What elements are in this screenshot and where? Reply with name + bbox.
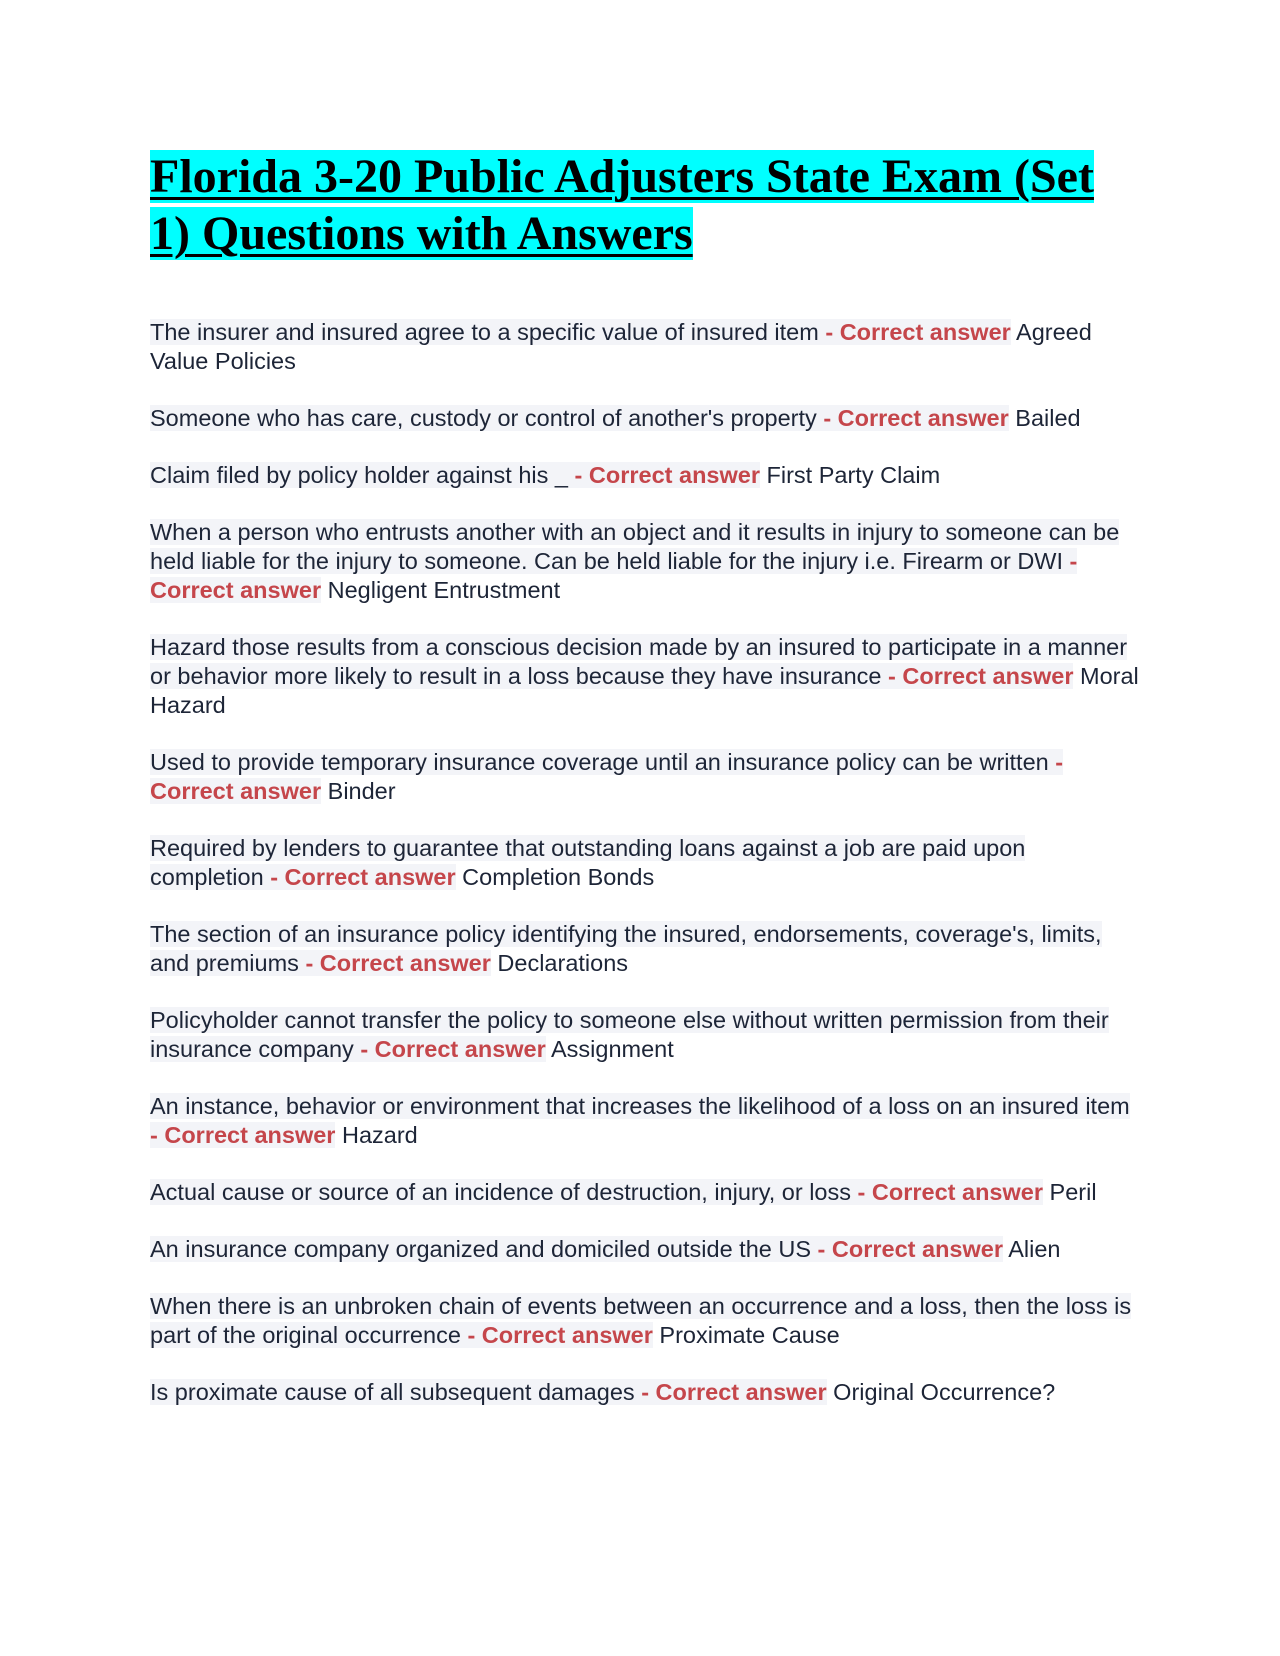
qa-answer: Alien bbox=[1008, 1236, 1061, 1262]
qa-question-highlight bbox=[150, 462, 760, 488]
correct-answer-label: - Correct answer bbox=[150, 1122, 336, 1148]
correct-answer-label: - Correct answer bbox=[823, 405, 1009, 431]
qa-question: The insurer and insured agree to a specific value of insured item bbox=[150, 319, 819, 345]
qa-answer: Hazard bbox=[341, 1122, 418, 1148]
qa-answer: Original Occurrence? bbox=[833, 1379, 1056, 1405]
qa-question-highlight bbox=[150, 1293, 1131, 1348]
correct-answer-label: - Correct answer bbox=[467, 1322, 653, 1348]
qa-item bbox=[150, 1292, 1140, 1350]
qa-question: When there is an unbroken chain of events between an occurrence and a loss, then the loss is part of the original occurrence bbox=[150, 1293, 1132, 1348]
qa-item bbox=[150, 920, 1140, 978]
qa-question-highlight bbox=[150, 405, 1009, 431]
qa-item bbox=[150, 633, 1140, 720]
correct-answer-label: - Correct answer bbox=[857, 1179, 1043, 1205]
qa-answer: Bailed bbox=[1015, 405, 1081, 431]
qa-question: When a person who entrusts another with an object and it results in injury to someone can be held liable for the injury to someone. Can be held liable for the injury i.e. Firearm or DWI bbox=[150, 519, 1120, 574]
qa-answer: Moral Hazard bbox=[150, 663, 1139, 718]
qa-item bbox=[150, 1378, 1140, 1407]
qa-answer: Negligent Entrustment bbox=[327, 577, 561, 603]
qa-answer: First Party Claim bbox=[766, 462, 941, 488]
correct-answer-label: - Correct answer bbox=[150, 548, 1078, 603]
correct-answer-label: - Correct answer bbox=[817, 1236, 1003, 1262]
qa-answer: Proximate Cause bbox=[659, 1322, 840, 1348]
qa-item bbox=[150, 1092, 1140, 1150]
qa-question-highlight bbox=[150, 1236, 1003, 1262]
correct-answer-label: - Correct answer bbox=[360, 1036, 546, 1062]
qa-item bbox=[150, 318, 1140, 376]
correct-answer-label: - Correct answer bbox=[574, 462, 760, 488]
qa-answer: Binder bbox=[327, 778, 396, 804]
qa-question-highlight bbox=[150, 319, 1011, 345]
qa-question: Used to provide temporary insurance coverage until an insurance policy can be written bbox=[150, 749, 1049, 775]
correct-answer-label: - Correct answer bbox=[641, 1379, 827, 1405]
qa-answer: Peril bbox=[1049, 1179, 1097, 1205]
qa-answer: Declarations bbox=[497, 950, 629, 976]
document-page bbox=[150, 148, 1140, 1435]
qa-item bbox=[150, 1235, 1140, 1264]
qa-question: An instance, behavior or environment that increases the likelihood of a loss on an insured item bbox=[150, 1093, 1130, 1119]
qa-question: Actual cause or source of an incidence of destruction, injury, or loss bbox=[150, 1179, 852, 1205]
qa-question-highlight bbox=[150, 519, 1119, 603]
correct-answer-label: - Correct answer bbox=[305, 950, 491, 976]
qa-item bbox=[150, 461, 1140, 490]
qa-question: The section of an insurance policy identifying the insured, endorsements, coverage's, limits, and premiums bbox=[150, 921, 1102, 976]
qa-list bbox=[150, 318, 1140, 1407]
qa-question: Policyholder cannot transfer the policy to someone else without written permission from their insurance company bbox=[150, 1007, 1109, 1062]
qa-question-highlight bbox=[150, 1379, 827, 1405]
correct-answer-label: - Correct answer bbox=[270, 864, 456, 890]
qa-question-highlight bbox=[150, 1179, 1043, 1205]
qa-question: Is proximate cause of all subsequent damages bbox=[150, 1379, 635, 1405]
qa-item bbox=[150, 518, 1140, 605]
correct-answer-label: - Correct answer bbox=[888, 663, 1074, 689]
qa-question: An insurance company organized and domiciled outside the US bbox=[150, 1236, 812, 1262]
document-title-text: Florida 3-20 Public Adjusters State Exam (Set 1) Questions with Answers bbox=[150, 150, 1094, 260]
correct-answer-label: - Correct answer bbox=[150, 749, 1064, 804]
correct-answer-label: - Correct answer bbox=[825, 319, 1011, 345]
qa-question-highlight bbox=[150, 634, 1127, 689]
qa-question: Claim filed by policy holder against his _ bbox=[150, 462, 568, 488]
qa-item bbox=[150, 748, 1140, 806]
qa-item bbox=[150, 404, 1140, 433]
qa-answer: Assignment bbox=[551, 1036, 674, 1062]
qa-item bbox=[150, 1006, 1140, 1064]
document-title bbox=[150, 148, 1140, 262]
qa-answer: Completion Bonds bbox=[462, 864, 655, 890]
qa-question: Someone who has care, custody or control of another's property bbox=[150, 405, 817, 431]
qa-item bbox=[150, 834, 1140, 892]
qa-question-highlight bbox=[150, 1093, 1130, 1148]
qa-question: Hazard those results from a conscious decision made by an insured to participate in a manner or behavior more likely to result in a loss because they have insurance bbox=[150, 634, 1128, 689]
qa-question: Required by lenders to guarantee that outstanding loans against a job are paid upon completion bbox=[150, 835, 1026, 890]
qa-question-highlight bbox=[150, 749, 1063, 804]
qa-answer: Agreed Value Policies bbox=[150, 319, 1092, 374]
qa-item bbox=[150, 1178, 1140, 1207]
